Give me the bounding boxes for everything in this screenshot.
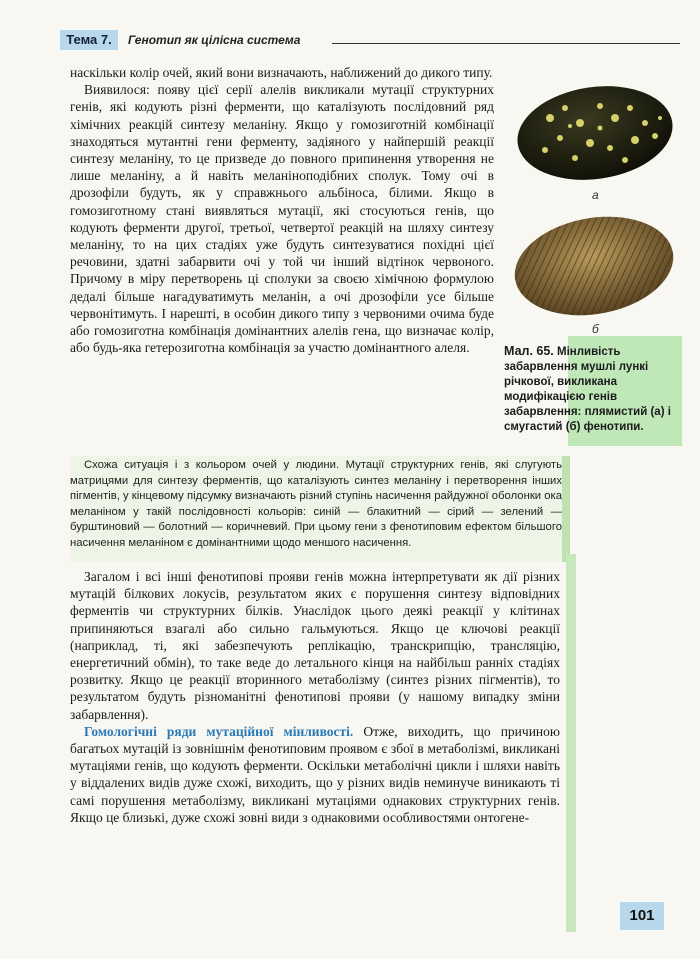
- topic-title: Генотип як цілісна система: [128, 33, 301, 47]
- figure-label-b: б: [592, 322, 599, 336]
- figure-caption-text: Мінливість забарвлення мушлі лункі річкової, викликана модифікацією генів забарвлення: плямистий (а) і смугастий (б) фенотипи.: [504, 346, 671, 433]
- term-heading: Гомологічні ряди мутаційної мінливості.: [84, 723, 354, 739]
- page-header: [60, 30, 680, 50]
- main-text-block-2: [70, 568, 560, 826]
- aside-note: [70, 458, 562, 552]
- shell-image-striped: [508, 210, 680, 322]
- header-rule: [332, 43, 680, 44]
- paragraph: [70, 723, 560, 826]
- aside-paragraph: Схожа ситуація і з кольором очей у людини. Мутації структурних генів, які слугують матрицями для синтезу ферментів, що каталізують синтез меланіну і перетворення інших пігментів, у кінцевому підсумку визначають різний ступінь насичення райдужної оболонки ока меланіном у такій послідовності кольорів: синій — блакитний — сірий — зелений — бурштиновий — болотний — коричневий. При цьому гени з фенотиповим ефектом більшого насичення меланіном є домінантними щодо меншого насичення.: [70, 459, 562, 549]
- shell-image-spotted: [510, 78, 680, 188]
- margin-strip: [566, 554, 576, 932]
- figure-caption: [504, 344, 680, 435]
- page-number: 101: [620, 902, 664, 930]
- topic-badge: Тема 7.: [60, 30, 118, 50]
- paragraph: Виявилося: появу цієї серії алелів викликали мутації структурних генів, які кодують різні ферменти, що каталізують послідовний ряд хімічних реакцій синтезу меланіну. Якщо у гомозиготній комбінації знаходяться мутантні гени ферменту, задіяного у найпершій реакції синтезу меланіну, то це призведе до повного припинення утворення не лише меланіну, а й навіть меланіноподібних сполук. Тому очі в дрозофіли будуть, як у справжнього альбіноса, білими. Якщо в гомозиготному стані виявляться мутації, які стосуються генів, що кодують ферменти другої, третьої, четвертої реакцій на шляху синтезу меланіну, то на цих стадіях уже будуть синтезуватися похідні цієї речовини, здатні забарвити очі у той чи інший відтінок червоного. Причому в міру перетворень ці сполуки за своєю хімічною формулою дедалі більше нагадуватимуть меланін, а очі дрозофіли усе більше червонітимуть. І нарешті, в особин дикого типу з червоними очима буде або гомозиготна комбінація домінантних алелів гена, що визначає колір, або будь-яка гетерозиготна комбінація за участю домінантного алеля.: [70, 82, 494, 356]
- main-text-block-1: [70, 64, 494, 356]
- paragraph-text: Отже, виходить, що причиною багатьох мутацій із зовнішнім фенотиповим проявом є збої в метаболізмі, викликані мутаціями генів, що кодують ферменти. Оскільки метаболічні цикли і шляхи навіть у віддалених видів дуже схожі, виходить, що у різних видів неминуче виникають ті самі порушення метаболізму, викликані мутаціями однакових структурних генів. Якщо це близькі, дуже схожі зовні види з однаковими особливостями онтогене-: [70, 723, 560, 825]
- paragraph: наскільки колір очей, який вони визначають, наближений до дикого типу.: [70, 65, 493, 80]
- figure-label-a: а: [592, 188, 599, 202]
- paragraph: Загалом і всі інші фенотипові прояви генів можна інтерпретувати як дії різних мутацій білкових локусів, результатом яких є порушення синтезу відповідних ферментів чи структурних білків. Унаслідок цього деякі реакції у клітинах припиняються взагалі або сильно гальмуються. Якщо це ключові реакції (наприклад, ті, які забезпечують реплікацію, транскрипцію, трансляцію, енергетичний обмін), то таке веде до летального кінця на найбільш ранніх стадіях розвитку. Якщо це реакції вторинного метаболізму (синтез різних пігментів), то результатом будуть різноманітні фенотипові прояви (у нашому випадку зміни забарвлення).: [70, 569, 560, 722]
- figure-caption-label: Мал. 65.: [504, 344, 554, 358]
